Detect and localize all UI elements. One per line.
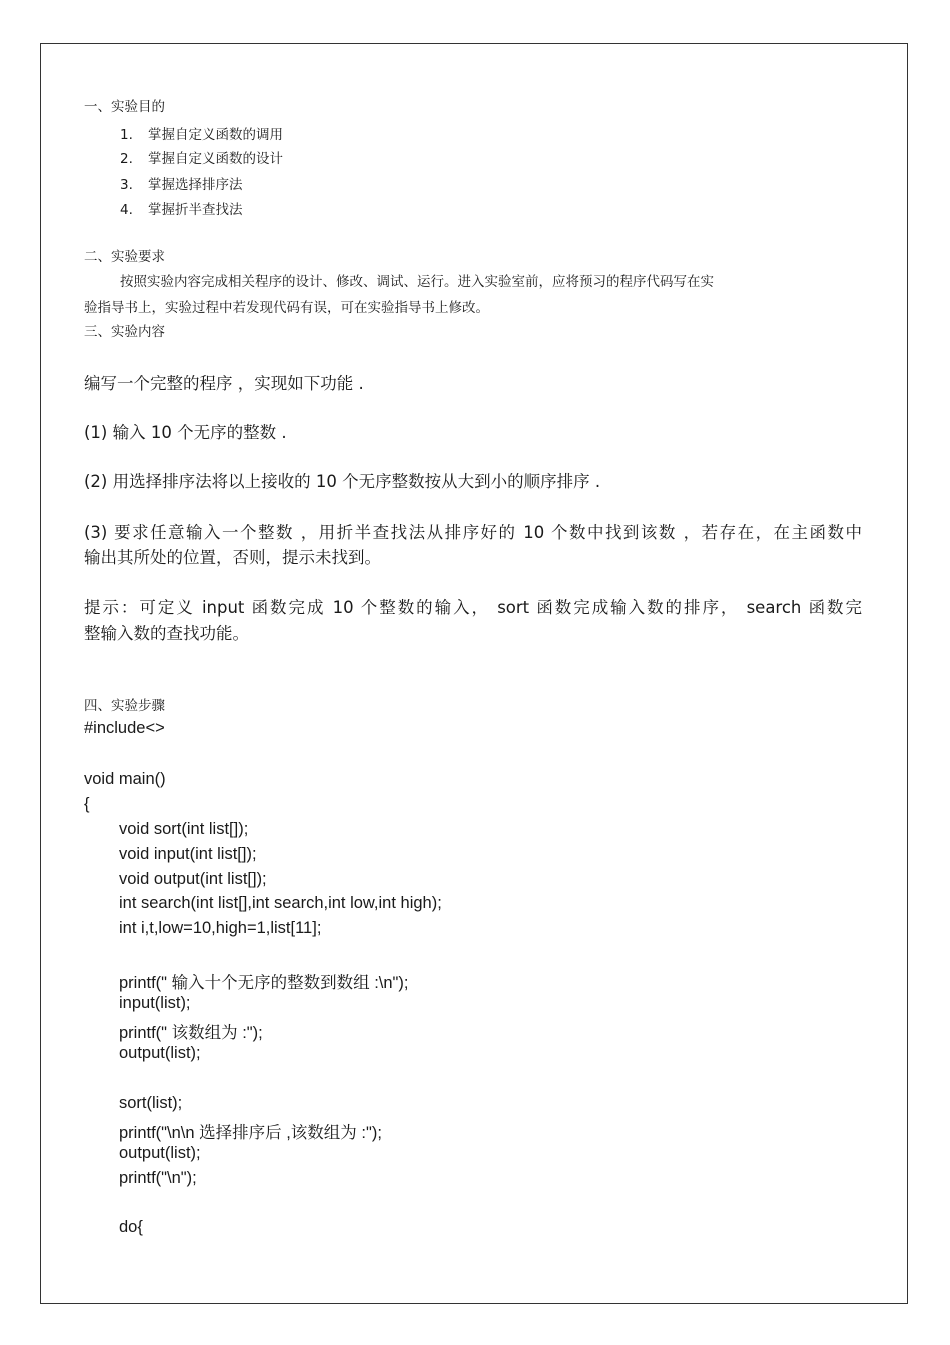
objective-text: 掌握自定义函数的设计 (148, 151, 283, 167)
objective-text: 掌握折半查找法 (148, 202, 243, 218)
code-line: do{ (119, 1218, 143, 1236)
hint-text: 提示：可定义 input 函数完成 10 个整数的输入， sort 函数完成输入数的排序， search 函数完 (84, 598, 862, 617)
content-requirement-3-line2: 输出其所处的位置，否则，提示未找到。 (84, 548, 381, 567)
section4-heading: 四、实验步骤 (84, 698, 165, 714)
objective-number: 3. (120, 177, 133, 193)
content-requirement-3-line1 (84, 519, 862, 543)
content-intro: 编写一个完整的程序 ，实现如下功能 . (84, 374, 364, 393)
objective-text: 掌握自定义函数的调用 (148, 127, 283, 143)
objective-item (120, 123, 283, 143)
section3-heading: 三、实验内容 (84, 324, 165, 340)
code-line: #include<> (84, 719, 165, 737)
code-line: void main() (84, 770, 166, 788)
code-line: void output(int list[]); (119, 870, 267, 888)
content-requirement-1: (1) 输入 10 个无序的整数 . (84, 423, 287, 442)
objective-number: 1. (120, 127, 133, 143)
content-hint-line2: 整输入数的查找功能。 (84, 624, 249, 643)
code-line: void sort(int list[]); (119, 820, 249, 838)
code-line: printf("\n"); (119, 1169, 197, 1187)
objective-item (120, 173, 243, 193)
code-line: void input(int list[]); (119, 845, 257, 863)
code-line: printf("\n\n 选择排序后 ,该数组为 :"); (119, 1124, 382, 1142)
code-line: output(list); (119, 1144, 201, 1162)
code-line: printf(" 输入十个无序的整数到数组 :\n"); (119, 974, 409, 992)
objective-item (120, 147, 283, 167)
code-line: input(list); (119, 994, 191, 1012)
section1-heading: 一、实验目的 (84, 99, 165, 115)
page-border (40, 43, 908, 1304)
objective-number: 4. (120, 202, 133, 218)
content-requirement-2: (2) 用选择排序法将以上接收的 10 个无序整数按从大到小的顺序排序 . (84, 472, 601, 491)
code-line: int search(int list[],int search,int low,int high); (119, 894, 442, 912)
code-line: printf(" 该数组为 :"); (119, 1024, 263, 1042)
section2-heading: 二、实验要求 (84, 249, 165, 265)
code-line: output(list); (119, 1044, 201, 1062)
requirement-3-text: (3) 要求任意输入一个整数 ，用折半查找法从排序好的 10 个数中找到该数 ，若存在，在主函数中 (84, 523, 862, 542)
requirement-paragraph-line1: 按照实验内容完成相关程序的设计、修改、调试、运行。进入实验室前，应将预习的程序代码写在实 (120, 274, 714, 290)
objective-item (120, 198, 243, 218)
objective-text: 掌握选择排序法 (148, 177, 243, 193)
code-line: sort(list); (119, 1094, 183, 1112)
code-line: int i,t,low=10,high=1,list[11]; (119, 919, 322, 937)
content-hint-line1 (84, 594, 862, 618)
requirement-paragraph-line2: 验指导书上，实验过程中若发现代码有误，可在实验指导书上修改。 (84, 300, 489, 316)
code-line: { (84, 795, 90, 813)
objective-number: 2. (120, 151, 133, 167)
